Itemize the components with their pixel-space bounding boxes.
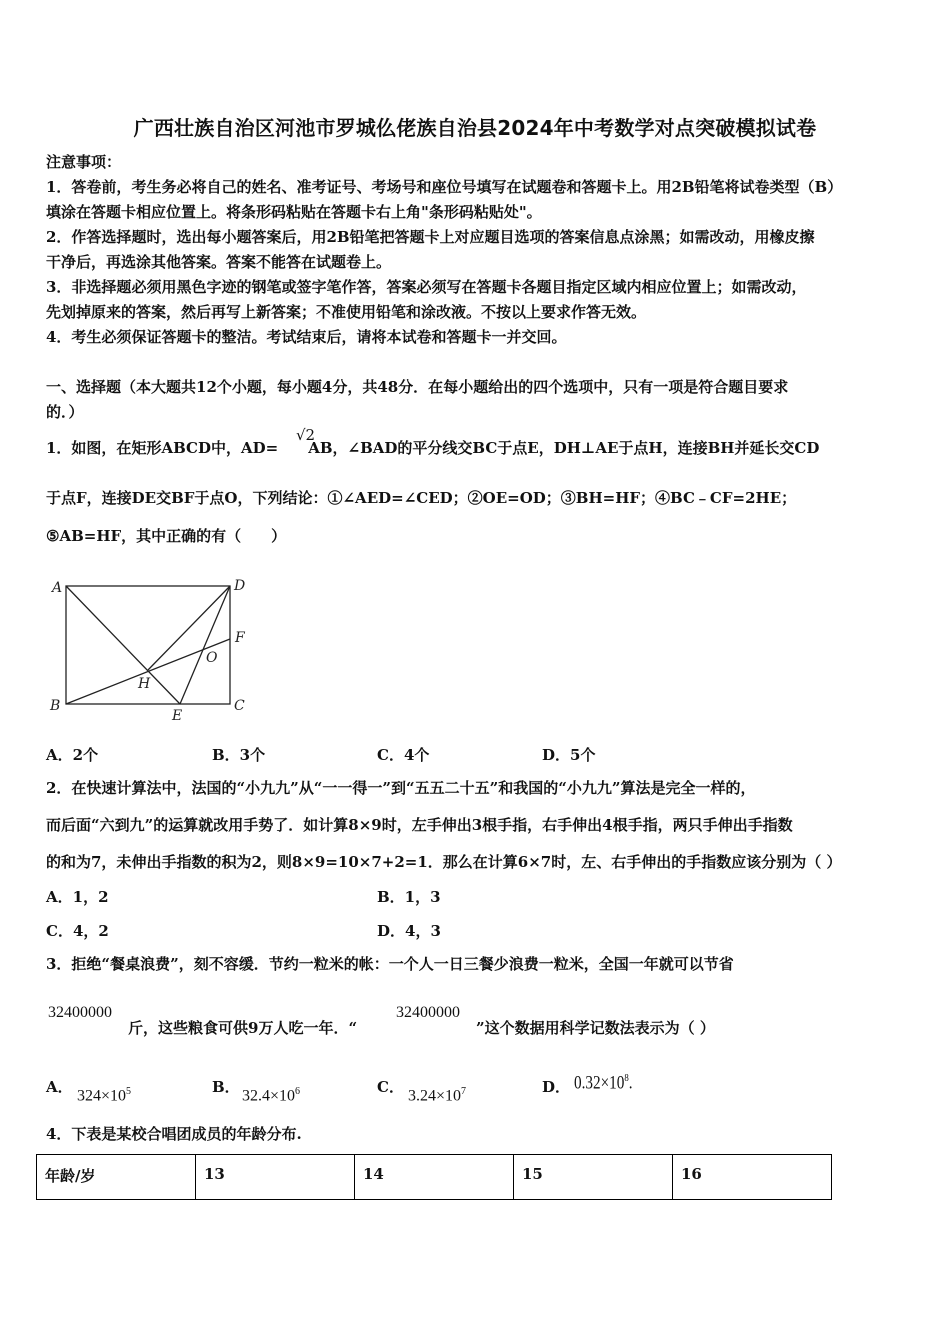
table-row	[37, 1155, 832, 1200]
q2-line-2: 而后面“六到九”的运算就改用手势了．如计算8×9时，左手伸出3根手指，右手伸出4根手指，两只手伸出手指数	[46, 816, 793, 834]
q1-part2: AB，∠BAD的平分线交BC于点E，DH⊥AE于点H，连接BH并延长交CD	[308, 439, 820, 457]
line-dh	[148, 586, 230, 670]
q1-option-b[interactable]: B．3个	[212, 746, 266, 764]
notice-line-4: 干净后，再选涂其他答案。答案不能答在试题卷上。	[46, 253, 392, 271]
q2-line-1: 2．在快速计算法中，法国的“小九九”从“一一得一”到“五五二十五”和我国的“小九九”算法是完全一样的，	[46, 779, 756, 797]
q4-line-1: 4．下表是某校合唱团成员的年龄分布.	[46, 1125, 302, 1143]
age-table	[36, 1154, 832, 1200]
q1-line-2: 于点F，连接DE交BF于点O，下列结论：①∠AED=∠CED；②OE=OD；③BH=HF；④BC﹣CF=2HE；	[46, 489, 797, 507]
q3-d-base: 0.32×10	[574, 1072, 625, 1094]
q2-line-3: 的和为7，未伸出手指数的积为2，则8×9=10×7+2=1．那么在计算6×7时，左、右手伸出的手指数应该分别为（ ）	[46, 853, 842, 871]
q3-option-b-value	[242, 1086, 300, 1105]
q3-option-d-value	[574, 1072, 633, 1094]
line-ae	[66, 586, 180, 704]
label-f: F	[235, 630, 245, 646]
q3-line-1: 3．拒绝“餐桌浪费”，刻不容缓．节约一粒米的帐：一个人一日三餐少浪费一粒米，全国一年就可以节省	[46, 955, 734, 973]
q3-option-d-label: D．	[542, 1078, 571, 1096]
q1-option-d[interactable]: D．5个	[542, 746, 596, 764]
label-o: O	[206, 650, 218, 666]
q2-option-c[interactable]: C．4，2	[46, 922, 109, 940]
page-title: 广西壮族自治区河池市罗城仫佬族自治县2024年中考数学对点突破模拟试卷	[133, 116, 817, 140]
q3-c-base: 3.24×10	[408, 1087, 462, 1105]
q1-rectangle-figure	[44, 574, 254, 724]
q3-option-c-value	[408, 1086, 466, 1105]
q3-option-a-value	[77, 1086, 131, 1105]
label-a: A	[52, 580, 63, 596]
q1-line-3: ⑤AB=HF，其中正确的有（ ）	[46, 527, 287, 545]
q3-option-c-label: C．	[377, 1078, 404, 1096]
q3-a-base: 324×10	[77, 1087, 127, 1105]
label-c: C	[234, 698, 245, 714]
q3-option-b-label: B．	[212, 1078, 240, 1096]
notice-line-1: 1．答卷前，考生务必将自己的姓名、准考证号、考场号和座位号填写在试题卷和答题卡上。用2B铅笔将试卷类型（B）	[46, 178, 843, 196]
label-e: E	[172, 708, 183, 724]
table-cell: 14	[355, 1155, 514, 1200]
q3-d-suffix: .	[628, 1072, 633, 1094]
q3-c-exp: 7	[461, 1086, 467, 1097]
q2-option-b[interactable]: B．1，3	[377, 888, 441, 906]
table-cell-header: 年龄/岁	[37, 1155, 196, 1200]
notice-line-3: 2．作答选择题时，选出每小题答案后，用2B铅笔把答题卡上对应题目选项的答案信息点涂黑；如需改动，用橡皮擦	[46, 228, 815, 246]
q3-b-base: 32.4×10	[242, 1087, 296, 1105]
notice-line-7: 4．考生必须保证答题卡的整洁。考试结束后，请将本试卷和答题卡一并交回。	[46, 328, 567, 346]
label-d: D	[234, 578, 246, 594]
line-bf	[66, 639, 230, 704]
q3-mid-text: 斤，这些粮食可供9万人吃一年．“	[128, 1019, 358, 1037]
q1-option-c[interactable]: C．4个	[377, 746, 430, 764]
q1-part1: 1．如图，在矩形ABCD中，AD=	[46, 439, 279, 457]
q3-option-c[interactable]	[377, 1076, 404, 1097]
table-cell: 15	[514, 1155, 673, 1200]
q1-line-1	[46, 438, 819, 458]
q1-sqrt-2: √2	[296, 426, 316, 444]
section1-line-1: 一、选择题（本大题共12个小题，每小题4分，共48分．在每小题给出的四个选项中，只有一项是符合题目要求	[46, 378, 789, 396]
label-b: B	[50, 698, 61, 714]
q3-option-a[interactable]	[46, 1076, 73, 1097]
q3-a-exp: 5	[126, 1086, 132, 1097]
q3-end-text: ”这个数据用科学记数法表示为（ ）	[476, 1019, 715, 1037]
q2-option-d[interactable]: D．4，3	[377, 922, 441, 940]
line-de	[180, 586, 230, 704]
table-cell: 16	[673, 1155, 832, 1200]
notice-line-2: 填涂在答题卡相应位置上。将条形码粘贴在答题卡右上角"条形码粘贴处"。	[46, 203, 542, 221]
label-h: H	[138, 676, 151, 692]
q2-option-a[interactable]: A．1，2	[46, 888, 109, 906]
notice-line-5: 3．非选择题必须用黑色字迹的钢笔或签字笔作答，答案必须写在答题卡各题目指定区域内相应位置上；如需改动，	[46, 278, 807, 296]
q3-number-2: 32400000	[396, 1004, 460, 1021]
table-cell: 13	[196, 1155, 355, 1200]
notice-line-6: 先划掉原来的答案，然后再写上新答案；不准使用铅笔和涂改液。不按以上要求作答无效。	[46, 303, 647, 321]
q3-option-b[interactable]	[212, 1076, 240, 1097]
q3-option-d[interactable]	[542, 1076, 570, 1097]
q3-d-exp: 8	[624, 1072, 629, 1084]
q3-option-a-label: A．	[46, 1078, 73, 1096]
q3-number-1: 32400000	[48, 1004, 112, 1021]
q1-option-a[interactable]: A．2个	[46, 746, 99, 764]
section1-line-2: 的．）	[46, 403, 84, 421]
q3-b-exp: 6	[295, 1086, 301, 1097]
notice-heading: 注意事项：	[46, 153, 122, 171]
